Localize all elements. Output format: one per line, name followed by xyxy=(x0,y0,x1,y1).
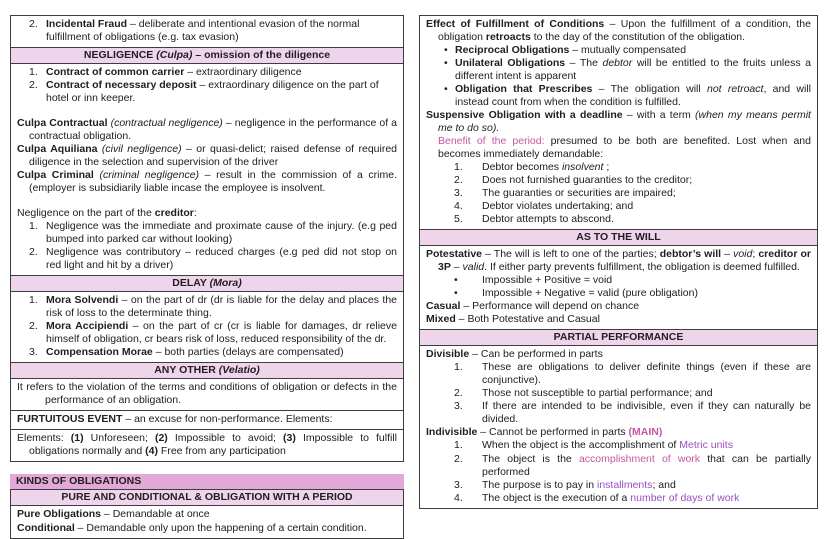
list-item-text xyxy=(482,161,811,174)
list-item xyxy=(426,439,811,452)
list-marker: 2. xyxy=(454,174,463,187)
list-marker: 1. xyxy=(29,294,38,307)
any-other-header xyxy=(11,362,403,378)
list-item xyxy=(17,66,397,79)
text-segment: Debtor attempts to abscond. xyxy=(482,213,614,226)
list-item xyxy=(17,220,397,246)
text-segment: Casual xyxy=(426,300,461,313)
text-segment: Culpa Contractual xyxy=(17,117,111,130)
list-item xyxy=(426,174,811,187)
text-segment: – on the part of dr (dr is liable for the delay and places the risk of loss to the determinate thing. xyxy=(46,294,398,320)
text-segment: When the object is the accomplishment of xyxy=(482,439,680,452)
left-column xyxy=(10,15,404,539)
any-other-cell xyxy=(11,378,403,410)
paragraph xyxy=(17,143,397,169)
list-marker: • xyxy=(444,83,448,96)
text-segment: Impossible to fulfill obligations normally and xyxy=(29,432,398,458)
right-column xyxy=(419,15,818,539)
text-segment: Mixed xyxy=(426,313,456,326)
text-segment: (1) xyxy=(70,432,84,445)
paragraph xyxy=(17,432,397,458)
paragraph xyxy=(426,300,811,313)
list-item xyxy=(17,320,397,346)
text-segment: It refers to the violation of the terms and conditions of obligation or defects in the performance of an obligation. xyxy=(17,381,397,407)
text-segment: Divisible xyxy=(426,348,470,361)
list-item-text xyxy=(482,439,811,452)
text-segment: accomplishment of work xyxy=(578,452,701,465)
text-segment: Debtor violates undertaking; and xyxy=(482,200,634,213)
list-item-text xyxy=(482,274,811,287)
text-segment: insolvent xyxy=(561,161,604,174)
partial-performance-header xyxy=(420,329,817,345)
text-segment: valid xyxy=(462,261,485,274)
list-item xyxy=(426,57,811,83)
text-segment: – Both Potestative and Casual xyxy=(455,313,600,326)
text-segment: The guaranties or securities are impaired; xyxy=(482,187,676,200)
text-segment: retroacts xyxy=(485,31,531,44)
list-item xyxy=(17,246,397,272)
text-segment: will be entitled to the fruits unless a different intent is apparent xyxy=(455,57,811,83)
text-segment: (2) xyxy=(154,432,168,445)
text-segment: Incidental Fraud xyxy=(46,18,128,30)
text-segment: (3) xyxy=(283,432,296,445)
list-marker: 3. xyxy=(454,400,463,413)
text-segment: Indivisible xyxy=(426,426,478,439)
text-segment: debtor xyxy=(602,57,633,70)
list-item-text xyxy=(455,83,811,109)
list-item-text xyxy=(482,387,811,400)
text-segment: – The xyxy=(565,57,603,70)
text-segment: Effect of Fulfillment of Conditions xyxy=(426,18,605,30)
text-segment: Culpa Aquiliana xyxy=(17,143,102,156)
text-segment: – Cannot be performed in parts xyxy=(477,426,629,439)
partial-performance-cell xyxy=(420,345,817,507)
text-segment: Negligence was the immediate and proximate cause of the injury. (e.g ped bumped into parked car without looking) xyxy=(46,220,397,246)
text-segment: Mora Solvendi xyxy=(46,294,119,307)
list-marker: 4. xyxy=(454,200,463,213)
negligence-cell xyxy=(11,63,403,275)
list-item-text xyxy=(46,246,397,272)
kinds-of-obligations-band: KINDS OF OBLIGATIONS xyxy=(10,474,404,489)
text-segment: that can be partially performed xyxy=(482,452,811,478)
pure-and-conditional-header xyxy=(11,490,403,505)
text-segment: AS TO THE WILL xyxy=(576,231,661,244)
text-segment: ; xyxy=(603,161,610,174)
list-item-text xyxy=(46,346,397,359)
text-segment: Free from any participation xyxy=(158,445,286,458)
text-segment: Impossible + Positive = void xyxy=(482,274,613,287)
text-segment: The object is the execution of a xyxy=(482,491,631,504)
list-marker: 1. xyxy=(454,161,463,174)
text-segment: (MAIN) xyxy=(628,426,663,439)
text-segment: (contractual negligence) xyxy=(110,117,223,130)
paragraph xyxy=(426,348,811,361)
text-segment: – deliberate and intentional evasion of the normal fulfillment of obligations (e.g. tax evasion) xyxy=(46,18,360,44)
text-segment: (criminal negligence) xyxy=(99,169,200,182)
list-item-text xyxy=(482,187,811,200)
text-segment: (when my means permit me to do so). xyxy=(438,109,811,135)
list-marker: • xyxy=(454,287,458,300)
list-marker: 2. xyxy=(29,79,38,92)
text-segment: Those not susceptible to partial performance; and xyxy=(482,387,713,400)
text-segment: debtor’s will xyxy=(659,248,722,261)
text-segment: void xyxy=(733,248,753,261)
list-item-text xyxy=(46,294,397,320)
text-segment: Impossible to avoid; xyxy=(167,432,284,445)
paragraph xyxy=(17,413,397,426)
text-segment: DELAY xyxy=(172,277,210,290)
text-segment: Benefit of the period: xyxy=(438,135,545,148)
text-segment: PURE AND CONDITIONAL & OBLIGATION WITH A PERIOD xyxy=(61,491,353,504)
list-item-text xyxy=(482,400,811,426)
text-segment: – an excuse for non-performance. Elements: xyxy=(122,413,333,426)
text-segment: – mutually compensated xyxy=(569,44,687,57)
list-item xyxy=(426,274,811,287)
list-item-text xyxy=(46,18,397,44)
text-segment: (civil negligence) xyxy=(101,143,182,156)
list-marker: 4. xyxy=(454,491,463,504)
text-segment: – xyxy=(450,261,463,274)
paragraph xyxy=(426,18,811,44)
paragraph xyxy=(17,169,397,195)
list-item-text xyxy=(46,320,397,346)
text-segment: If there are intended to be indivisible, even if they can naturally be divided. xyxy=(482,400,811,426)
text-segment: The object is the xyxy=(482,452,579,465)
paragraph xyxy=(426,426,811,439)
list-item-text xyxy=(46,79,397,105)
text-segment: Impossible + Negative = valid (pure obligation) xyxy=(482,287,698,300)
delay-header xyxy=(11,275,403,291)
text-segment: , and will instead count from when the condition is fulfilled. xyxy=(455,83,811,109)
text-segment: (Mora) xyxy=(209,277,242,290)
text-segment: ; and xyxy=(652,478,676,491)
list-marker: 3. xyxy=(454,478,463,491)
text-segment: (Culpa) xyxy=(156,49,193,62)
list-item xyxy=(17,346,397,359)
text-segment: – on the part of cr (cr is liable for damages, dr relieve himself of obligation, cr bears risk of loss, reduced responsibility of the dr. xyxy=(46,320,397,346)
paragraph xyxy=(426,248,811,274)
text-segment: Debtor becomes xyxy=(482,161,562,174)
text-segment: Mora Accipiendi xyxy=(46,320,129,333)
text-segment: (4) xyxy=(145,445,158,458)
list-item-text xyxy=(482,492,811,505)
list-item xyxy=(426,44,811,57)
text-segment: – extraordinary diligence on the part of hotel or inn keeper. xyxy=(46,79,379,105)
list-marker: 1. xyxy=(454,439,463,452)
text-segment: – or quasi-delict; raised defense of required diligence in the selection and supervision of the driver xyxy=(29,143,398,169)
paragraph xyxy=(17,207,397,220)
text-segment: – omission of the diligence xyxy=(192,49,331,62)
list-marker: • xyxy=(444,44,448,57)
list-item xyxy=(426,492,811,505)
list-item-text xyxy=(482,479,811,492)
list-item-text xyxy=(455,44,811,57)
paragraph xyxy=(426,313,811,326)
list-marker: 2. xyxy=(454,387,463,400)
fulfillment-of-conditions-cell xyxy=(420,16,817,229)
list-item xyxy=(426,479,811,492)
paragraph xyxy=(17,508,397,521)
list-marker: 5. xyxy=(454,213,463,226)
list-item-text xyxy=(482,213,811,226)
text-segment: – xyxy=(721,248,734,261)
text-segment: These are obligations to deliver definite things (even if these are conjunctive). xyxy=(482,361,811,387)
list-item xyxy=(17,294,397,320)
text-segment: ; xyxy=(752,248,759,261)
list-item xyxy=(426,187,811,200)
spacer xyxy=(17,195,397,207)
list-item-text xyxy=(46,66,397,79)
list-item xyxy=(426,287,811,300)
list-item xyxy=(426,161,811,174)
text-segment: Obligation that Prescribes xyxy=(455,83,593,96)
paragraph xyxy=(17,117,397,143)
text-segment: Negligence was contributory – reduced charges (e.g ped did not stop on red light and hit by a driver) xyxy=(46,246,397,272)
text-segment: creditor xyxy=(154,207,194,220)
text-segment: FURTUITOUS EVENT xyxy=(17,413,123,426)
text-segment: Contract of common carrier xyxy=(46,66,185,79)
pure-and-conditional-table xyxy=(10,489,404,538)
text-segment: – Demandable at once xyxy=(101,508,210,521)
paragraph xyxy=(426,109,811,135)
conditions-table xyxy=(419,15,818,509)
incidental-fraud-cell xyxy=(11,16,403,47)
text-segment: – with a term xyxy=(622,109,696,122)
text-segment: Unilateral Obligations xyxy=(455,57,566,70)
fortuitous-event-cell xyxy=(11,410,403,429)
text-segment: Compensation Morae xyxy=(46,346,153,359)
list-marker: 1. xyxy=(29,220,38,233)
as-to-the-will-header xyxy=(420,229,817,245)
text-segment: number of days of work xyxy=(630,491,740,504)
text-segment: – both parties (delays are compensated) xyxy=(152,346,344,359)
text-segment: to the day of the constitution of the obligation. xyxy=(530,31,746,44)
list-item-text xyxy=(482,174,811,187)
text-segment: not retroact xyxy=(706,83,764,96)
text-segment: . If either party prevents fulfillment, the obligation is deemed fulfilled. xyxy=(484,261,800,274)
text-segment: – The will is left to one of the parties; xyxy=(482,248,660,261)
list-item xyxy=(426,213,811,226)
list-item xyxy=(17,18,397,44)
delay-cell xyxy=(11,291,403,362)
list-item xyxy=(426,361,811,387)
text-segment: – Performance will depend on chance xyxy=(460,300,640,313)
list-item-text xyxy=(482,453,811,479)
list-item xyxy=(426,200,811,213)
text-segment: – negligence in the performance of a contractual obligation. xyxy=(29,117,397,143)
list-marker: 1. xyxy=(29,66,38,79)
list-marker: 2. xyxy=(29,320,38,333)
list-item-text xyxy=(455,57,811,83)
text-segment: Metric units xyxy=(679,439,733,452)
text-segment: Reciprocal Obligations xyxy=(455,44,570,57)
negligence-header xyxy=(11,47,403,63)
list-item-text xyxy=(482,200,811,213)
text-segment: (Velatio) xyxy=(218,364,260,377)
text-segment: Elements: xyxy=(17,432,71,445)
list-marker: 2. xyxy=(29,18,38,30)
text-segment: Conditional xyxy=(17,521,75,534)
text-segment: ANY OTHER xyxy=(154,364,219,377)
text-segment: – The obligation will xyxy=(592,83,707,96)
as-to-the-will-cell xyxy=(420,245,817,329)
text-segment: Negligence on the part of the xyxy=(17,207,155,220)
list-marker: 1. xyxy=(454,361,463,374)
spacer xyxy=(17,105,397,117)
list-item xyxy=(426,453,811,479)
list-marker: 2. xyxy=(29,246,38,259)
list-item xyxy=(426,83,811,109)
text-segment: – Demandable only upon the happening of a certain condition. xyxy=(74,521,367,534)
list-item-text xyxy=(46,220,397,246)
text-segment: installments xyxy=(596,478,653,491)
text-segment: : xyxy=(193,207,197,220)
text-segment: presumed to be both are benefited. Lost when and becomes immediately demandable: xyxy=(438,135,811,161)
paragraph xyxy=(17,381,397,407)
paragraph xyxy=(426,135,811,161)
pure-and-conditional-cell xyxy=(11,505,403,537)
text-segment: – Can be performed in parts xyxy=(469,348,603,361)
list-item xyxy=(17,79,397,105)
text-segment: Suspensive Obligation with a deadline xyxy=(426,109,623,122)
list-item-text xyxy=(482,361,811,387)
text-segment: Contract of necessary deposit xyxy=(46,79,197,92)
text-segment: The purpose is to pay in xyxy=(482,478,597,491)
elements-cell xyxy=(11,429,403,461)
list-marker: 2. xyxy=(454,452,463,465)
list-marker: 3. xyxy=(29,346,38,359)
text-segment: PARTIAL PERFORMANCE xyxy=(553,331,684,344)
text-segment: Does not furnished guaranties to the creditor; xyxy=(482,174,693,187)
list-marker: • xyxy=(444,57,448,70)
list-item xyxy=(426,387,811,400)
text-segment: Unforeseen; xyxy=(83,432,155,445)
paragraph xyxy=(17,522,397,535)
text-segment: – extraordinary diligence xyxy=(184,66,302,79)
text-segment: – Upon the fulfillment of a condition, the obligation xyxy=(438,18,811,44)
text-segment: NEGLIGENCE xyxy=(83,49,157,62)
list-marker: 3. xyxy=(454,187,463,200)
list-marker: • xyxy=(454,274,458,287)
text-segment: – result in the commission of a crime. (employer is subsidiarily liable incase the employee is insolvent. xyxy=(29,169,398,195)
list-item-text xyxy=(482,287,811,300)
list-item xyxy=(426,400,811,426)
text-segment: Potestative xyxy=(426,248,483,261)
breach-of-obligations-table xyxy=(10,15,404,462)
text-segment: Pure Obligations xyxy=(17,508,102,521)
text-segment: creditor or 3P xyxy=(438,248,811,274)
text-segment: Culpa Criminal xyxy=(17,169,100,182)
